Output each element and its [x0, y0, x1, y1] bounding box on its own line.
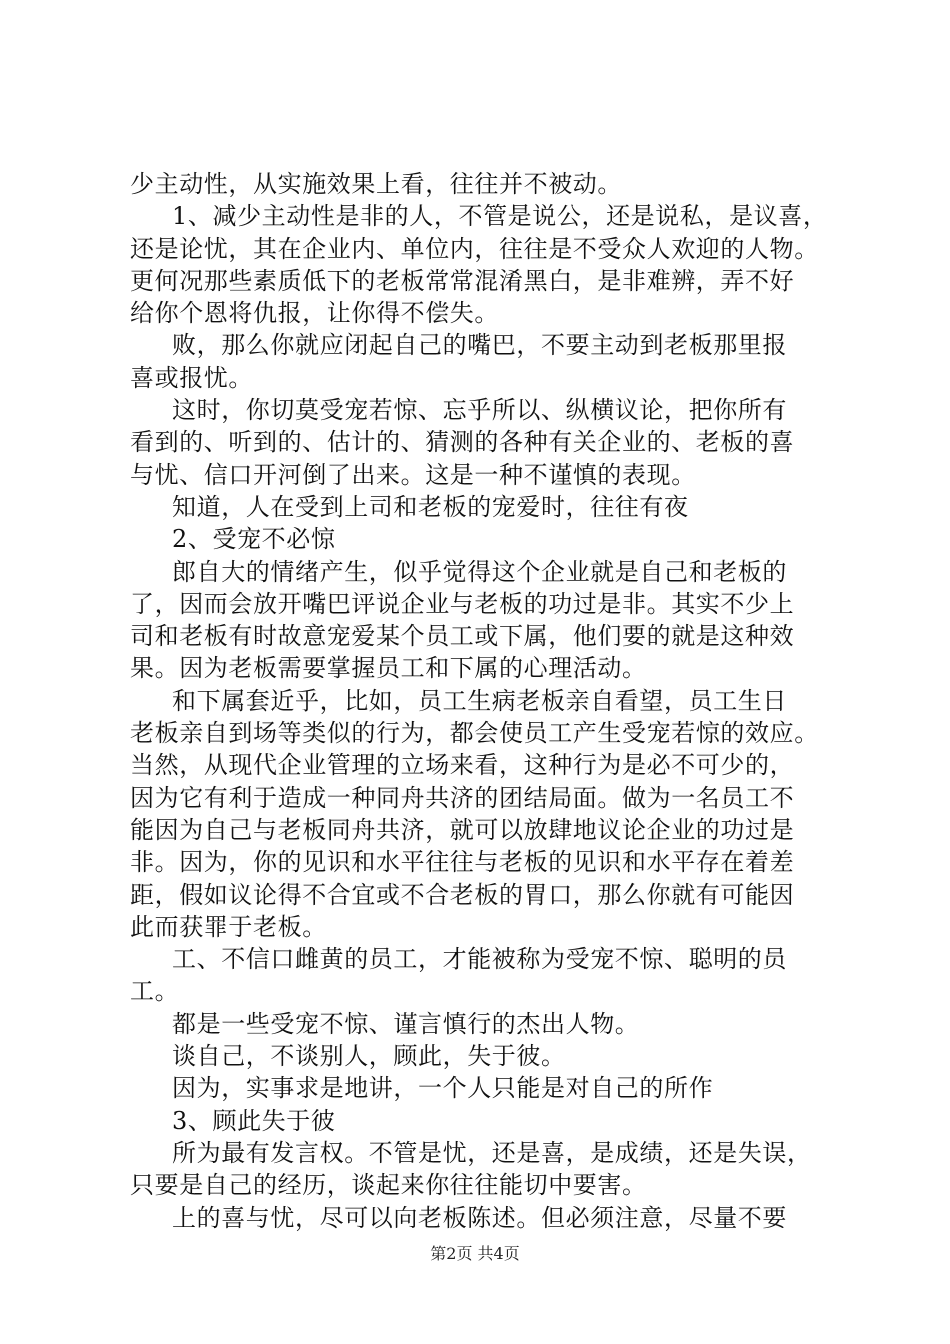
- text-line: 给你个恩将仇报，让你得不偿失。: [130, 299, 499, 328]
- text-line: 谈自己，不谈别人，顾此，失于彼。: [172, 1042, 566, 1071]
- text-line: 看到的、听到的、估计的、猜测的各种有关企业的、老板的喜: [130, 428, 795, 457]
- text-line: 上的喜与忧，尽可以向老板陈述。但必须注意，尽量不要: [172, 1203, 787, 1232]
- document-body: [130, 168, 835, 1234]
- text-line: 1、减少主动性是非的人，不管是说公，还是说私，是议喜，: [172, 202, 828, 231]
- text-line: 工、不信口雌黄的员工，才能被称为受宠不惊、聪明的员: [172, 945, 787, 974]
- text-line: 距，假如议论得不合宜或不合老板的胃口，那么你就有可能因: [130, 880, 795, 909]
- text-line: 3、顾此失于彼: [172, 1106, 336, 1135]
- text-line: 都是一些受宠不惊、谨言慎行的杰出人物。: [172, 1009, 640, 1038]
- text-line: 司和老板有时故意宠爱某个员工或下属，他们要的就是这种效: [130, 622, 795, 651]
- text-line: 少主动性，从实施效果上看，往往并不被动。: [130, 170, 622, 198]
- text-line: 知道，人在受到上司和老板的宠爱时，往往有夜: [172, 492, 689, 521]
- text-line: 喜或报忧。: [130, 363, 253, 392]
- text-line: 更何况那些素质低下的老板常常混淆黑白，是非难辨，弄不好: [130, 266, 795, 295]
- text-line: 败，那么你就应闭起自己的嘴巴，不要主动到老板那里报: [172, 331, 787, 360]
- text-line: 了，因而会放开嘴巴评说企业与老板的功过是非。其实不少上: [130, 589, 795, 618]
- text-line: 与忧、信口开河倒了出来。这是一种不谨慎的表现。: [130, 460, 696, 489]
- text-line: 郎自大的情绪产生，似乎觉得这个企业就是自己和老板的: [172, 557, 787, 586]
- text-line: 当然，从现代企业管理的立场来看，这种行为是必不可少的，: [130, 751, 795, 780]
- text-line: 因为它有利于造成一种同舟共济的团结局面。做为一名员工不: [130, 783, 795, 812]
- text-line: 这时，你切莫受宠若惊、忘乎所以、纵横议论，把你所有: [172, 396, 787, 425]
- page-footer: 第2页 共4页: [430, 1244, 520, 1263]
- text-line: 还是论忧，其在企业内、单位内，往往是不受众人欢迎的人物。: [130, 234, 819, 263]
- text-line: 老板亲自到场等类似的行为，都会使员工产生受宠若惊的效应。: [130, 719, 819, 748]
- text-line: 和下属套近乎，比如，员工生病老板亲自看望，员工生日: [172, 686, 787, 715]
- text-line: 能因为自己与老板同舟共济，就可以放肆地议论企业的功过是: [130, 815, 795, 844]
- text-line: 非。因为，你的见识和水平往往与老板的见识和水平存在着差: [130, 848, 795, 877]
- text-line: 此而获罪于老板。: [130, 912, 327, 941]
- text-line: 2、受宠不必惊: [172, 525, 336, 554]
- text-line: 所为最有发言权。不管是忧，还是喜，是成绩，还是失误，: [172, 1138, 812, 1167]
- text-line: 只要是自己的经历，谈起来你往往能切中要害。: [130, 1171, 647, 1200]
- text-line: 果。因为老板需要掌握员工和下属的心理活动。: [130, 654, 647, 683]
- text-line: 工。: [130, 977, 180, 1006]
- text-line: 因为，实事求是地讲，一个人只能是对自己的所作: [172, 1074, 714, 1103]
